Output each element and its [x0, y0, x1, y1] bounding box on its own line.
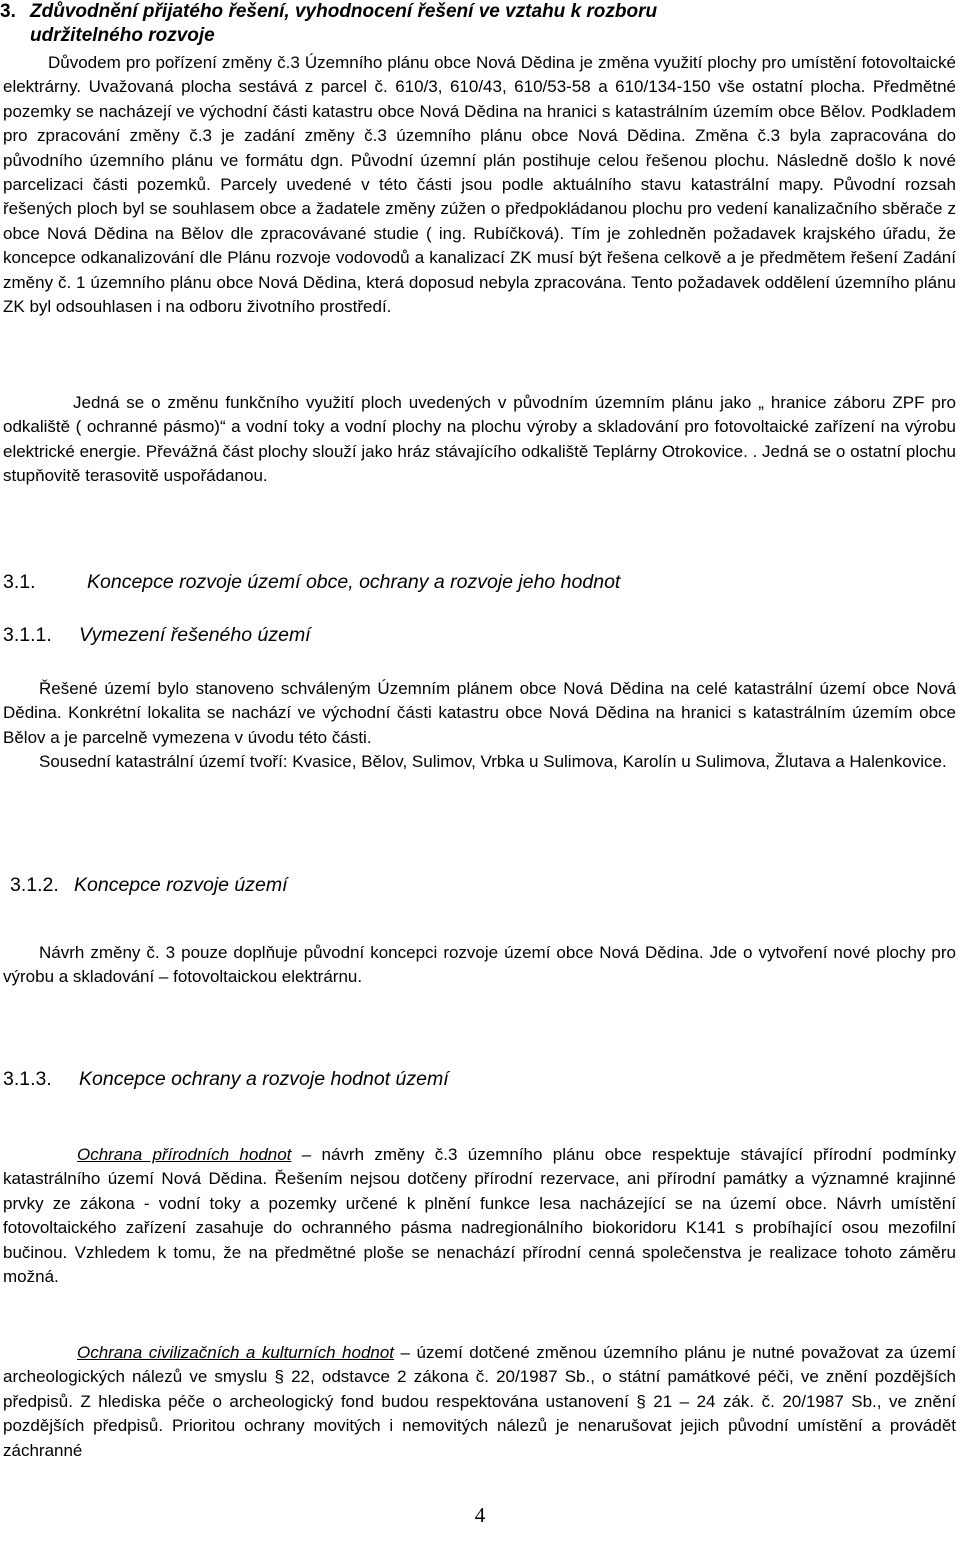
paragraph-text: – území dotčené změnou územního plánu je nutné považovat za území archeologických nálezů ve smyslu § 22, odstavce 2 zákona č. 20/1987 Sb., o státní památkové péči, ve znění pozdějších předpisů. Z hlediska péče o archeologický fond budou respektována ustanovení § 21 – 24 zák. č. 20/1987 Sb., ve znění pozdějších předpisů. Prioritou ochrany movitých i nemovitých nálezů je nenarušovat jejich původní umístění a provádět záchranné [3, 1343, 956, 1460]
section-3-1-heading [3, 571, 620, 594]
paragraph: Sousední katastrální území tvoří: Kvasice, Bělov, Sulimov, Vrbka u Sulimova, Karolín u Sulimova, Žlutava a Halenkovice. [39, 752, 947, 771]
paragraph-text: – návrh změny č.3 územního plánu obce respektuje stávající přírodní podmínky katastrálního území Nová Dědina. Řešením nejsou dotčeny přírodní rezervace, ani přírodní památky a významné krajinné prvky ze zákona - vodní toky a pozemky určené k plnění funkce lesa nacházející se na území obce. Návrh umístění fotovoltaického zařízení zasahuje do ochranného pásma nadregionálního biokoridoru K141 s probíhající osou mezofilní bučinou. Vzhledem k tomu, že na předmětné ploše se nenachází přírodní cenná společenstva je realizace tohoto záměru možná. [3, 1145, 956, 1287]
paragraph: Jedná se o změnu funkčního využití ploch uvedených v původním územním plánu jako „ hranice záboru ZPF pro odkaliště ( ochranné pásmo)“ a vodní toky a vodní plochy na plochu výroby a skladování pro fotovoltaické zařízení na výrobu elektrické energie. Převážná část plochy slouží jako hráz stávajícího odkaliště Teplárny Otrokovice. . Jedná se o ostatní plochu stupňovitě terasovitě uspořádanou. [3, 393, 956, 486]
section-number: 3.1. [3, 571, 36, 593]
section-number: 3.1.3. [3, 1068, 52, 1090]
paragraph [3, 1341, 956, 1463]
section-3-1-3-heading [3, 1068, 449, 1091]
section-number: 3. [0, 1, 16, 22]
section-3-heading [0, 0, 958, 48]
section-number: 3.1.1. [3, 624, 52, 646]
section-title-line2: udržitelného rozvoje [30, 25, 215, 46]
page-number: 4 [474, 1503, 486, 1527]
section-3-1-1-heading [3, 624, 311, 647]
section-title: Vymezení řešeného území [79, 624, 311, 646]
subheading-cultural-protection: Ochrana civilizačních a kulturních hodnot [77, 1343, 395, 1362]
section-title: Koncepce rozvoje území [74, 874, 288, 896]
paragraph [3, 1143, 956, 1289]
section-title: Koncepce rozvoje území obce, ochrany a rozvoje jeho hodnot [87, 571, 621, 593]
section-3-1-2-heading [10, 874, 288, 897]
paragraph: Řešené území bylo stanoveno schváleným Územním plánem obce Nová Dědina na celé katastrální území obce Nová Dědina. Konkrétní lokalita se nachází ve východní části katastru obce Nová Dědina na hranici s katastrálním územím obce Bělov a je parcelně vymezena v úvodu této části. [3, 679, 956, 747]
paragraph: Návrh změny č. 3 pouze doplňuje původní koncepci rozvoje území obce Nová Dědina. Jde o vytvoření nové plochy pro výrobu a skladování – fotovoltaickou elektrárnu. [3, 943, 956, 987]
section-number: 3.1.2. [10, 874, 59, 896]
paragraph: Důvodem pro pořízení změny č.3 Územního plánu obce Nová Dědina je změna využití plochy pro umístění fotovoltaické elektrárny. Uvažovaná plocha sestává z parcel č. 610/3, 610/43, 610/53-58 a 610/134-150 vše ostatní plocha. Předmětné pozemky se nacházejí ve východní části katastru obce Nová Dědina na hranici s katastrálním územím obce Bělov. Podkladem pro zpracování změny č.3 je zadání změny č.3 územního plánu obce Nová Dědina. Změna č.3 byla zapracována do původního územního plánu ve formátu dgn. Původní územní plán postihuje celou řešenou plochu. Následně došlo k nové parcelizaci části pozemků. Parcely uvedené v této části jsou podle aktuálního stavu katastrální mapy. Původní rozsah řešených ploch byl se souhlasem obce a žadatele změny zúžen o předpokládanou plochu pro vedení kanalizačního sběrače z obce Nová Dědina na Bělov dle zpracovávané studie ( ing. Rubíčková). Tím je zohledněn požadavek krajského úřadu, že koncepce odkanalizování dle Plánu rozvoje vodovodů a kanalizací ZK musí být řešena celkově a je předmětem řešení Zadání změny č. 1 územního plánu obce Nová Dědina, která doposud nebyla zpracována. Tento požadavek oddělení územního plánu ZK byl odsouhlasen i na odboru životního prostředí. [3, 53, 956, 317]
subheading-nature-protection: Ochrana přírodních hodnot [77, 1145, 292, 1164]
section-title-line1: Zdůvodnění přijatého řešení, vyhodnocení řešení ve vztahu k rozboru [30, 1, 658, 22]
section-title: Koncepce ochrany a rozvoje hodnot území [79, 1068, 449, 1090]
